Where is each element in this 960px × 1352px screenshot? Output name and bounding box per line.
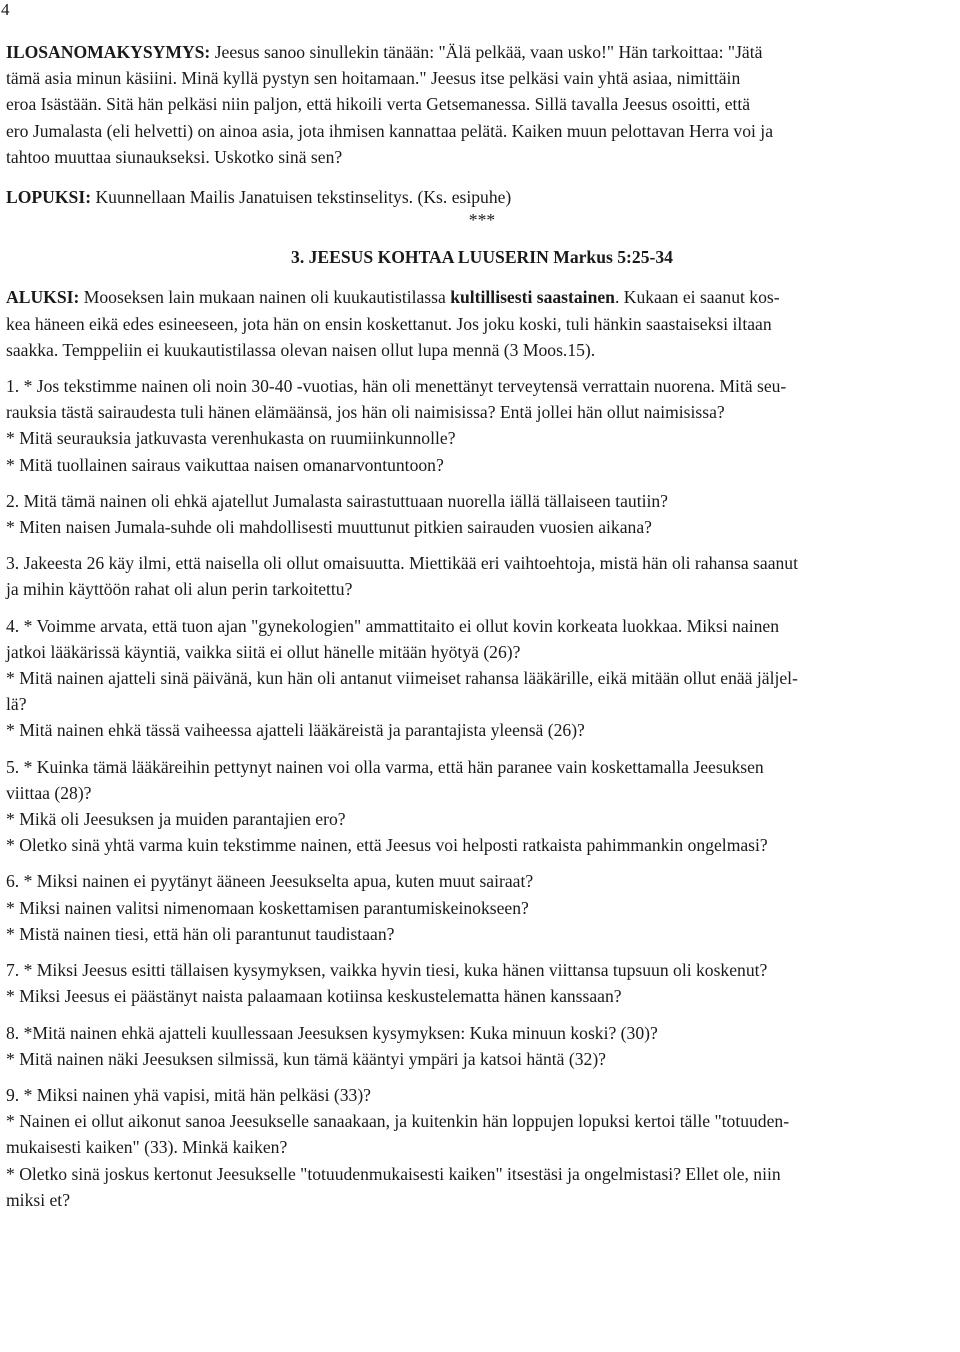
separator: ***	[468, 210, 496, 231]
question-line: 9. * Miksi nainen yhä vapisi, mitä hän pelkäsi (33)?	[6, 1084, 371, 1105]
intro-line: tahtoo muuttaa siunaukseksi. Uskotko sinä sen?	[6, 146, 343, 167]
aluksi-line: kea häneen eikä edes esineeseen, jota hän on ensin koskettanut. Jos joku koski, tuli hänkin saastaiseksi iltaan	[6, 313, 772, 334]
question-line: lä?	[6, 694, 27, 715]
question-line: mukaisesti kaiken" (33). Minkä kaiken?	[6, 1137, 288, 1158]
question-block	[6, 488, 958, 540]
page-content	[6, 39, 958, 1213]
aluksi-emphasis: kultillisesti saastainen	[450, 287, 615, 308]
question-line: 5. * Kuinka tämä lääkäreihin pettynyt nainen voi olla varma, että hän paranee vain koskettamalla Jeesuksen	[6, 756, 764, 777]
question-line: * Mitä tuollainen sairaus vaikuttaa naisen omanarvontuntoon?	[6, 454, 444, 475]
question-block	[6, 550, 958, 602]
intro-line: tämä asia minun käsiini. Minä kyllä pystyn sen hoitamaan." Jeesus itse pelkäsi vain yhtä asiaa, nimittäin	[6, 68, 741, 89]
question-line: * Nainen ei ollut aikonut sanoa Jeesukselle sanaakaan, ja kuitenkin hän loppujen lopuksi kertoi tälle "totuuden-	[6, 1111, 790, 1132]
page-number: 4	[1, 0, 10, 19]
question-line: * Miksi Jeesus ei päästänyt naista palaamaan kotiinsa keskustelematta hänen kanssaan?	[6, 986, 622, 1007]
question-line: 1. * Jos tekstimme nainen oli noin 30-40 -vuotias, hän oli menettänyt terveytensä verrattain nuorena. Mitä seu-	[6, 376, 787, 397]
question-line: 7. * Miksi Jeesus esitti tällaisen kysymyksen, vaikka hyvin tiesi, kuka hänen viittansa tupsuun oli koskenut?	[6, 960, 768, 981]
question-line: 4. * Voimme arvata, että tuon ajan "gynekologien" ammattitaito ei ollut kovin korkeata luokkaa. Miksi nainen	[6, 615, 779, 636]
lopuksi-paragraph: LOPUKSI: Kuunnellaan Mailis Janatuisen tekstinselitys. (Ks. esipuhe)	[6, 187, 512, 208]
question-line: * Mikä oli Jeesuksen ja muiden parantajien ero?	[6, 809, 346, 830]
aluksi-line: saakka. Temppeliin ei kuukautistilassa olevan naisen ollut lupa mennä (3 Moos.15).	[6, 339, 596, 360]
question-line: viittaa (28)?	[6, 782, 92, 803]
question-line: 8. *Mitä nainen ehkä ajatteli kuullessaan Jeesuksen kysymyksen: Kuka minuun koski? (30)?	[6, 1022, 658, 1043]
question-line: 2. Mitä tämä nainen oli ehkä ajatellut Jumalasta sairastuttuaan nuorella iällä tällaiseen tautiin?	[6, 490, 668, 511]
question-line: * Mitä seurauksia jatkuvasta verenhukasta on ruumiinkunnolle?	[6, 428, 456, 449]
question-block	[6, 957, 958, 1009]
intro-line: ILOSANOMAKYSYMYS: Jeesus sanoo sinullekin tänään: "Älä pelkää, vaan usko!" Hän tarkoittaa: "Jätä	[6, 42, 763, 62]
question-block	[6, 754, 958, 859]
question-line: * Oletko sinä joskus kertonut Jeesukselle "totuudenmukaisesti kaiken" itsestäsi ja ongelmistasi? Ellet ole, niin	[6, 1163, 781, 1184]
intro-paragraph	[6, 39, 958, 170]
question-line: rauksia tästä sairaudesta tuli hänen elämäänsä, jos hän oli naimisissa? Entä jollei hän ollut naimisissa?	[6, 402, 725, 423]
section-heading: 3. JEESUS KOHTAA LUUSERIN Markus 5:25-34	[291, 247, 673, 268]
question-line: * Mistä nainen tiesi, että hän oli parantunut taudistaan?	[6, 923, 395, 944]
question-line: jatkoi lääkärissä käyntiä, vaikka siitä ei ollut hänelle mitään hyötyä (26)?	[6, 641, 521, 662]
question-line: 6. * Miksi nainen ei pyytänyt ääneen Jeesukselta apua, kuten muut sairaat?	[6, 871, 534, 892]
intro-label: ILOSANOMAKYSYMYS:	[6, 42, 211, 62]
question-block	[6, 868, 958, 947]
lopuksi-label: LOPUKSI:	[6, 187, 92, 208]
question-line: * Mitä nainen ehkä tässä vaiheessa ajatteli lääkäreistä ja parantajista yleensä (26)?	[6, 720, 585, 741]
question-block	[6, 613, 958, 744]
aluksi-paragraph	[6, 284, 958, 363]
aluksi-label: ALUKSI:	[6, 287, 80, 308]
question-line: * Oletko sinä yhtä varma kuin tekstimme nainen, että Jeesus voi helposti ratkaista pahimmankin ongelmasi?	[6, 835, 768, 856]
question-line: * Miten naisen Jumala-suhde oli mahdollisesti muuttunut pitkien sairauden vuosien aikana?	[6, 517, 652, 538]
aluksi-line: ALUKSI: Mooseksen lain mukaan nainen oli kuukautistilassa kultillisesti saastainen. Kukaan ei saanut kos-	[6, 287, 780, 308]
intro-line: ero Jumalasta (eli helvetti) on ainoa asia, jota ihmisen kannattaa pelätä. Kaiken muun pelottavan Herra voi ja	[6, 120, 774, 141]
question-list	[6, 373, 958, 1213]
question-line: 3. Jakeesta 26 käy ilmi, että naisella oli ollut omaisuutta. Miettikää eri vaihtoehtoja, mistä hän oli rahansa saanut	[6, 553, 798, 574]
question-line: * Mitä nainen ajatteli sinä päivänä, kun hän oli antanut viimeiset rahansa lääkärille, eikä mitään ollut enää jäljel-	[6, 668, 798, 689]
question-block	[6, 373, 958, 478]
question-line: ja mihin käyttöön rahat oli alun perin tarkoitettu?	[6, 579, 353, 600]
question-block	[6, 1020, 958, 1072]
question-line: miksi et?	[6, 1189, 71, 1210]
question-line: * Mitä nainen näki Jeesuksen silmissä, kun tämä kääntyi ympäri ja katsoi häntä (32)?	[6, 1048, 606, 1069]
question-block	[6, 1082, 958, 1213]
intro-line: eroa Isästään. Sitä hän pelkäsi niin paljon, että hikoili verta Getsemanessa. Sillä tavalla Jeesus osoitti, että	[6, 94, 751, 115]
question-line: * Miksi nainen valitsi nimenomaan koskettamisen parantumiskeinokseen?	[6, 897, 529, 918]
